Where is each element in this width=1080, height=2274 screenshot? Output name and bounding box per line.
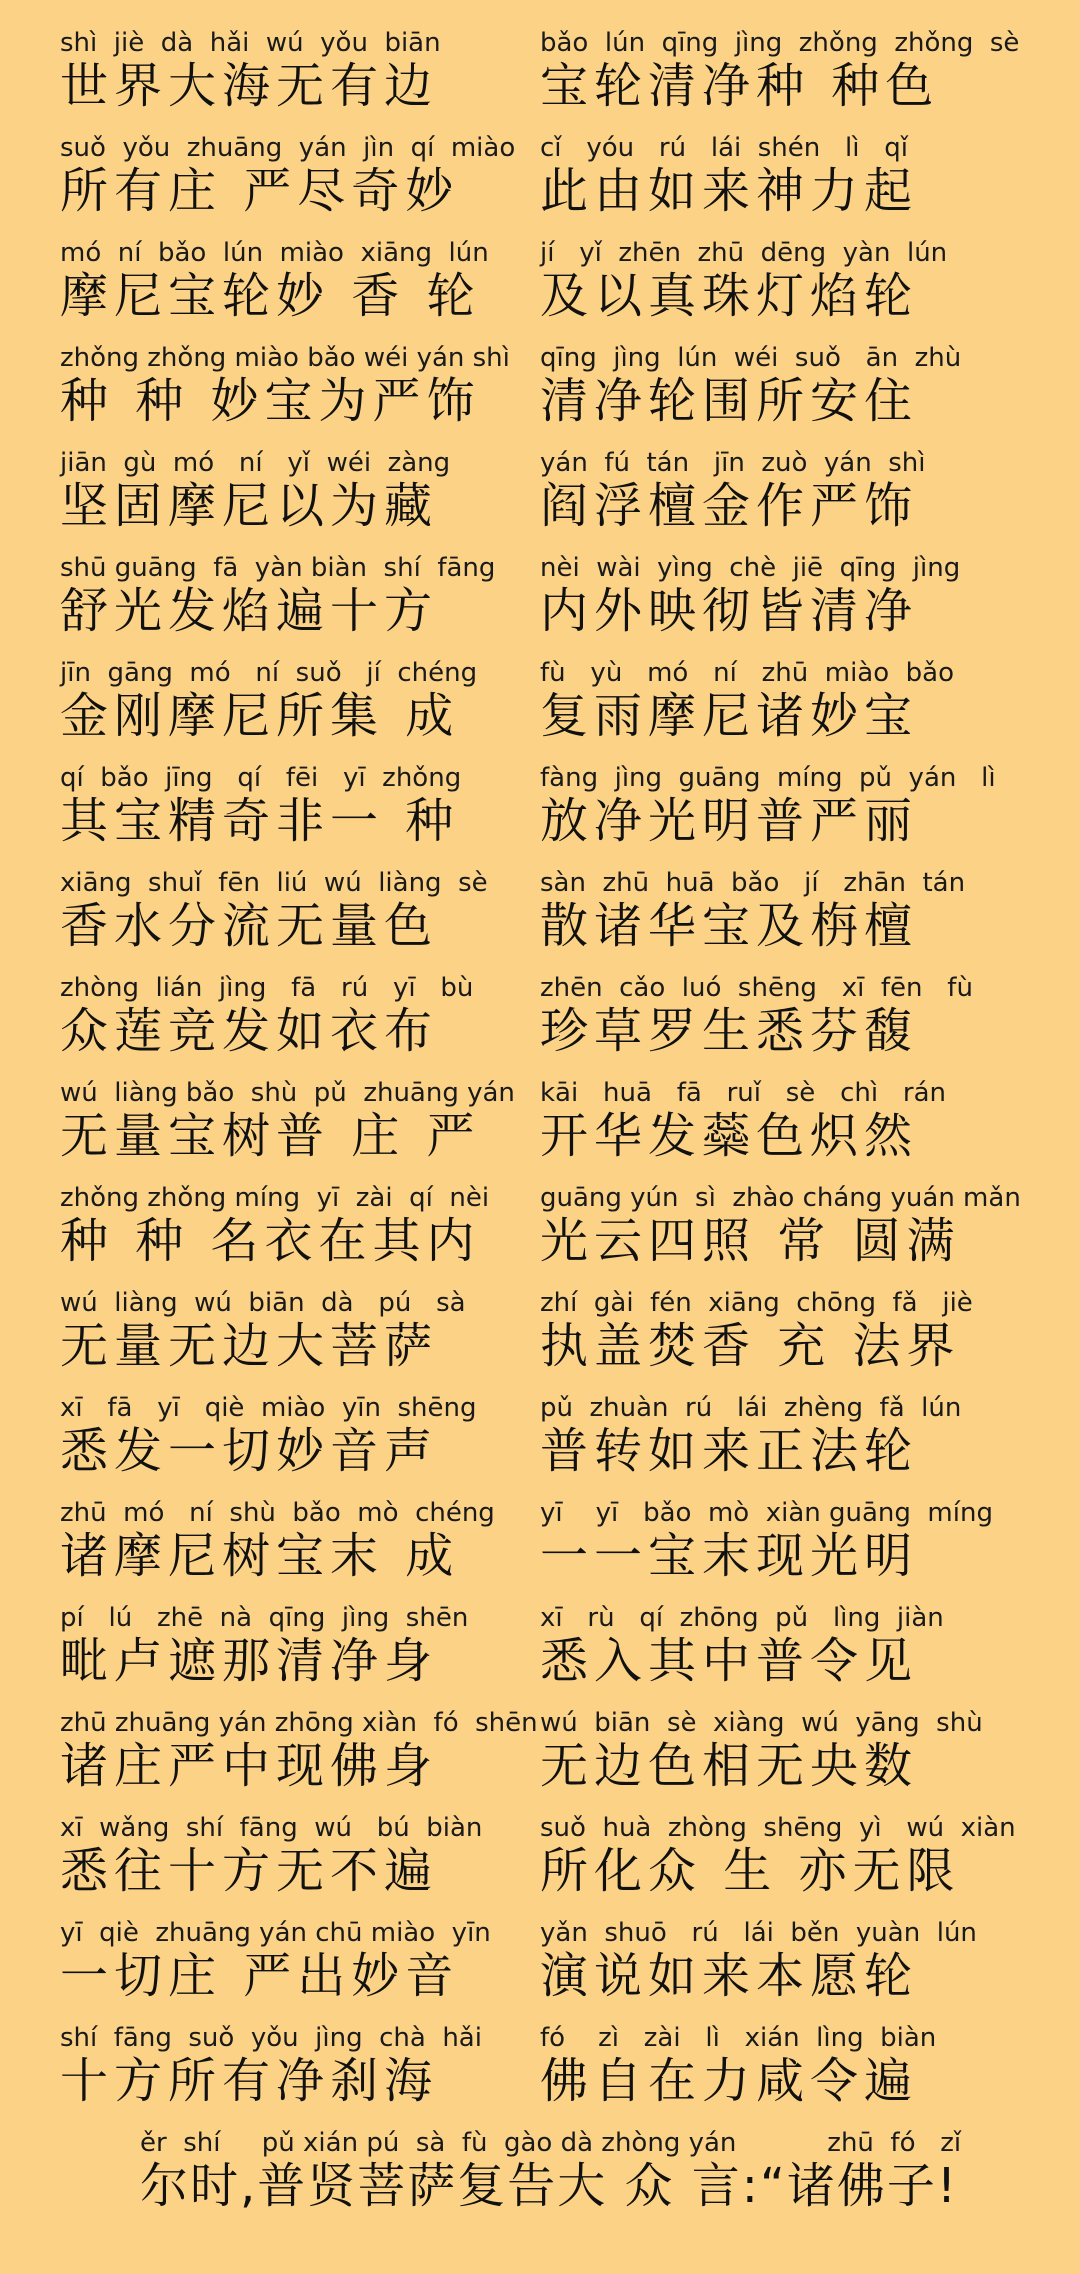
hanzi-text: 舒光发焰遍十方 [60, 583, 439, 639]
verse-row [0, 2023, 1080, 2128]
verse-line-right [540, 1498, 1020, 1584]
verse-line-left [60, 448, 510, 534]
verse-line-left [60, 1813, 510, 1899]
hanzi-text: 世界大海无有边 [60, 58, 439, 114]
pinyin-text: yī yī bǎo mò xiàn guāng míng [540, 1498, 993, 1528]
verse-row [0, 133, 1080, 238]
pinyin-text: kāi huā fā ruǐ sè chì rán [540, 1078, 946, 1108]
verse-line-left [60, 1918, 510, 2004]
verse-row [0, 868, 1080, 973]
verse-line-left [60, 238, 510, 324]
verse-row [0, 763, 1080, 868]
pinyin-text: suǒ huà zhòng shēng yì wú xiàn [540, 1813, 1016, 1843]
verse-row [0, 1918, 1080, 2023]
pinyin-text: wú biān sè xiàng wú yāng shù [540, 1708, 983, 1738]
pinyin-text: qí bǎo jīng qí fēi yī zhǒng [60, 763, 462, 793]
hanzi-text: 开华发蘂色炽然 [540, 1108, 919, 1164]
pinyin-text: zhòng lián jìng fā rú yī bù [60, 973, 474, 1003]
hanzi-text: 坚固摩尼以为藏 [60, 478, 439, 534]
verse-line-left [60, 2023, 510, 2109]
verse-row [0, 238, 1080, 343]
verse-line-left [60, 658, 510, 744]
hanzi-text: 种 种 名衣在其内 [60, 1213, 481, 1269]
hanzi-text: 阎浮檀金作严饰 [540, 478, 919, 534]
hanzi-text: 十方所有净刹海 [60, 2053, 439, 2109]
pinyin-text: jiān gù mó ní yǐ wéi zàng [60, 448, 451, 478]
verse-line-right [540, 1918, 1020, 2004]
verse-line-left [60, 1078, 515, 1164]
pinyin-text: cǐ yóu rú lái shén lì qǐ [540, 133, 909, 163]
pinyin-text: guāng yún sì zhào cháng yuán mǎn [540, 1183, 1021, 1213]
verse-row [0, 1603, 1080, 1708]
verse-line-left [60, 1393, 510, 1479]
hanzi-text: 宝轮清净种 种色 [540, 58, 940, 114]
hanzi-text: 悉入其中普令见 [540, 1633, 919, 1689]
hanzi-text: 香水分流无量色 [60, 898, 439, 954]
hanzi-text: 及以真珠灯焰轮 [540, 268, 919, 324]
hanzi-text: 珍草罗生悉芬馥 [540, 1003, 919, 1059]
verse-line-left [60, 973, 510, 1059]
pinyin-text: shū guāng fā yàn biàn shí fāng [60, 553, 496, 583]
hanzi-text: 诸摩尼树宝末 成 [60, 1528, 460, 1584]
verse-line-left [60, 868, 510, 954]
hanzi-text: 无量无边大菩萨 [60, 1318, 439, 1374]
verse-line-right [540, 553, 1020, 639]
pinyin-text: zhǒng zhǒng míng yī zài qí nèi [60, 1183, 490, 1213]
verse-line-right [540, 1708, 1020, 1794]
hanzi-text: 此由如来神力起 [540, 163, 919, 219]
closing-pinyin: ěr shí pǔ xián pú sà fù gào dà zhòng yán zhū fó zǐ [140, 2128, 962, 2158]
pinyin-text: yǎn shuō rú lái běn yuàn lún [540, 1918, 977, 1948]
pinyin-text: fó zì zài lì xián lìng biàn [540, 2023, 937, 2053]
verse-line-right [540, 658, 1020, 744]
hanzi-text: 演说如来本愿轮 [540, 1948, 919, 2004]
verse-row [0, 1708, 1080, 1813]
pinyin-text: jí yǐ zhēn zhū dēng yàn lún [540, 238, 948, 268]
verse-line-left [60, 28, 510, 114]
pinyin-text: wú liàng bǎo shù pǔ zhuāng yán [60, 1078, 515, 1108]
verse-row [0, 1498, 1080, 1603]
pinyin-text: pǔ zhuàn rú lái zhèng fǎ lún [540, 1393, 962, 1423]
verse-line-right [540, 1813, 1020, 1899]
pinyin-text: sàn zhū huā bǎo jí zhān tán [540, 868, 966, 898]
hanzi-text: 金刚摩尼所集 成 [60, 688, 460, 744]
pinyin-text: wú liàng wú biān dà pú sà [60, 1288, 466, 1318]
verse-line-left [60, 1183, 510, 1269]
verse-line-left [60, 1708, 538, 1794]
verse-line-left [60, 133, 516, 219]
verse-line-left [60, 553, 510, 639]
pinyin-text: suǒ yǒu zhuāng yán jìn qí miào [60, 133, 516, 163]
pinyin-text: pí lú zhē nà qīng jìng shēn [60, 1603, 469, 1633]
hanzi-text: 无边色相无央数 [540, 1738, 919, 1794]
verse-row [0, 1813, 1080, 1918]
verse-row [0, 1288, 1080, 1393]
hanzi-text: 光云四照 常 圆满 [540, 1213, 961, 1269]
pinyin-text: yī qiè zhuāng yán chū miào yīn [60, 1918, 491, 1948]
verse-line-right [540, 763, 1020, 849]
verse-line-right [540, 448, 1020, 534]
verse-line-right [540, 133, 1020, 219]
pinyin-text: fù yù mó ní zhū miào bǎo [540, 658, 955, 688]
hanzi-text: 所化众 生 亦无限 [540, 1843, 961, 1899]
hanzi-text: 一一宝末现光明 [540, 1528, 919, 1584]
hanzi-text: 复雨摩尼诸妙宝 [540, 688, 919, 744]
pinyin-text: zhū zhuāng yán zhōng xiàn fó shēn [60, 1708, 538, 1738]
verse-line-right [540, 1078, 1020, 1164]
pinyin-text: mó ní bǎo lún miào xiāng lún [60, 238, 489, 268]
closing-hanzi: 尔时,普贤菩萨复告大 众 言:“诸佛子! [140, 2158, 959, 2214]
hanzi-text: 毗卢遮那清净身 [60, 1633, 439, 1689]
hanzi-text: 清净轮围所安住 [540, 373, 919, 429]
verse-row [0, 658, 1080, 763]
pinyin-text: fàng jìng guāng míng pǔ yán lì [540, 763, 996, 793]
hanzi-text: 诸庄严中现佛身 [60, 1738, 439, 1794]
verse-line-right [540, 868, 1020, 954]
hanzi-text: 悉往十方无不遍 [60, 1843, 439, 1899]
pinyin-text: bǎo lún qīng jìng zhǒng zhǒng sè [540, 28, 1020, 58]
pinyin-text: xiāng shuǐ fēn liú wú liàng sè [60, 868, 488, 898]
verse-line-left [60, 343, 510, 429]
verse-row [0, 1078, 1080, 1183]
pinyin-text: nèi wài yìng chè jiē qīng jìng [540, 553, 961, 583]
pinyin-text: xī wǎng shí fāng wú bú biàn [60, 1813, 483, 1843]
hanzi-text: 种 种 妙宝为严饰 [60, 373, 481, 429]
verse-line-right [540, 1183, 1020, 1269]
hanzi-text: 佛自在力咸令遍 [540, 2053, 919, 2109]
verse-line-left [60, 763, 510, 849]
hanzi-text: 悉发一切妙音声 [60, 1423, 439, 1479]
hanzi-text: 无量宝树普 庄 严 [60, 1108, 481, 1164]
verse-line-left [60, 1288, 510, 1374]
verse-row [0, 1183, 1080, 1288]
verse-line-right [540, 238, 1020, 324]
verse-line-right [540, 2023, 1020, 2109]
hanzi-text: 摩尼宝轮妙 香 轮 [60, 268, 481, 324]
pinyin-text: zhēn cǎo luó shēng xī fēn fù [540, 973, 973, 1003]
pinyin-text: zhǒng zhǒng miào bǎo wéi yán shì [60, 343, 510, 373]
hanzi-text: 所有庄 严尽奇妙 [60, 163, 460, 219]
pinyin-text: jīn gāng mó ní suǒ jí chéng [60, 658, 478, 688]
pinyin-text: xī fā yī qiè miào yīn shēng [60, 1393, 477, 1423]
verse-row [0, 448, 1080, 553]
hanzi-text: 放净光明普严丽 [540, 793, 919, 849]
verse-line-left [60, 1603, 510, 1689]
pinyin-text: zhū mó ní shù bǎo mò chéng [60, 1498, 495, 1528]
verse-line-left [60, 1498, 510, 1584]
hanzi-text: 执盖焚香 充 法界 [540, 1318, 961, 1374]
pinyin-text: zhí gài fén xiāng chōng fǎ jiè [540, 1288, 973, 1318]
verse-line-right [540, 973, 1020, 1059]
hanzi-text: 众莲竞发如衣布 [60, 1003, 439, 1059]
verse-row [0, 343, 1080, 448]
pinyin-text: qīng jìng lún wéi suǒ ān zhù [540, 343, 962, 373]
verse-line-right [540, 28, 1020, 114]
hanzi-text: 普转如来正法轮 [540, 1423, 919, 1479]
hanzi-text: 其宝精奇非一 种 [60, 793, 460, 849]
hanzi-text: 散诸华宝及栴檀 [540, 898, 919, 954]
verse-line-right [540, 1288, 1020, 1374]
pinyin-text: shí fāng suǒ yǒu jìng chà hǎi [60, 2023, 482, 2053]
closing-line-row [0, 2128, 1080, 2238]
verse-row [0, 1393, 1080, 1498]
hanzi-text: 一切庄 严出妙音 [60, 1948, 460, 2004]
closing-line [140, 2128, 1040, 2214]
pinyin-text: xī rù qí zhōng pǔ lìng jiàn [540, 1603, 944, 1633]
verse-row [0, 28, 1080, 133]
hanzi-text: 内外映彻皆清净 [540, 583, 919, 639]
verse-line-right [540, 1393, 1020, 1479]
verse-row [0, 973, 1080, 1078]
verse-row [0, 553, 1080, 658]
verse-line-right [540, 343, 1020, 429]
verse-list [0, 28, 1080, 2128]
verse-line-right [540, 1603, 1020, 1689]
pinyin-text: shì jiè dà hǎi wú yǒu biān [60, 28, 441, 58]
pinyin-text: yán fú tán jīn zuò yán shì [540, 448, 926, 478]
